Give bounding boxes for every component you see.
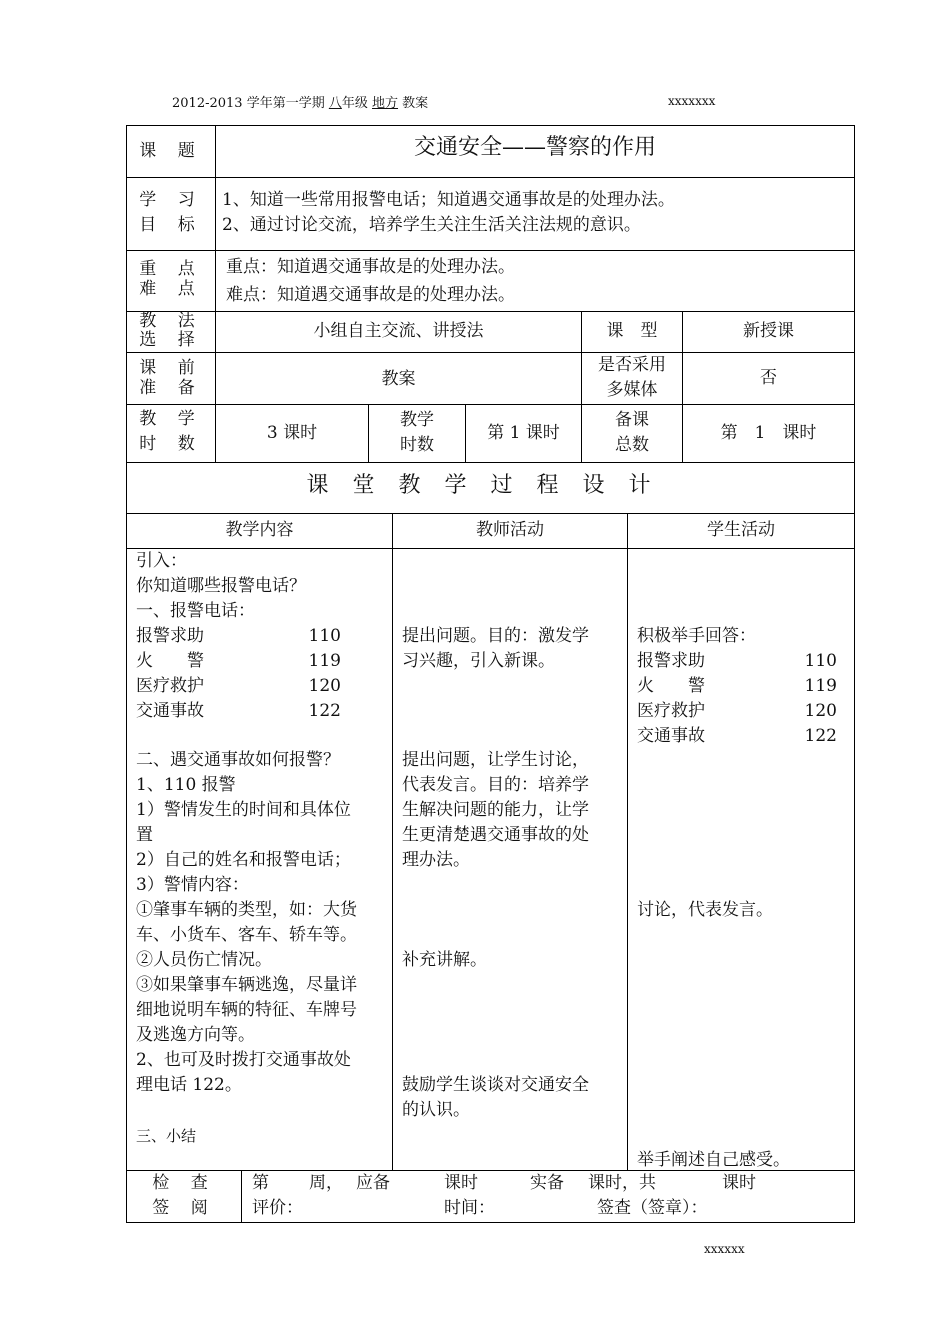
content-line: 一、报警电话：	[136, 601, 255, 621]
lesson-value: 第 1 课时	[487, 423, 560, 443]
prep-label-1: 课 前	[139, 358, 203, 378]
divider	[126, 250, 855, 251]
check-time: 时间：	[444, 1198, 495, 1218]
grade-suffix: 年级	[341, 96, 368, 111]
divider	[126, 513, 855, 514]
check-hours-1: 课时	[444, 1173, 478, 1193]
phone-row	[136, 649, 341, 674]
content-line: 二、遇交通事故如何报警？	[136, 750, 340, 770]
phone-number: 119	[804, 676, 837, 696]
grade: 八	[328, 96, 342, 111]
content-line: ②人员伤亡情况。	[136, 950, 272, 970]
type-value: 新授课	[743, 321, 794, 341]
divider	[392, 513, 393, 1170]
phone-name: 交通事故	[637, 726, 705, 746]
divider	[126, 404, 855, 405]
total-value: 第 1 课时	[720, 423, 817, 443]
page-header	[172, 92, 428, 111]
hours-label-1: 教 学	[139, 409, 203, 429]
difficult-point: 难点：知道遇交通事故是的处理办法。	[226, 285, 515, 305]
teacher-line: 理办法。	[402, 850, 470, 870]
content-line: 你知道哪些报警电话？	[136, 576, 306, 596]
phone-number: 120	[308, 676, 341, 696]
teacher-line: 提出问题。目的：激发学	[402, 626, 589, 646]
check-hours-3: 课时	[722, 1173, 756, 1193]
check-actual: 实备	[530, 1173, 564, 1193]
phone-number: 119	[308, 651, 341, 671]
key-point: 重点：知道遇交通事故是的处理办法。	[226, 257, 515, 277]
subject: 地方	[372, 96, 399, 111]
check-sign: 签查（签章）：	[597, 1198, 708, 1218]
student-line: 积极举手回答：	[637, 626, 756, 646]
content-line: 车、小货车、客车、轿车等。	[136, 925, 357, 945]
term: 2012-2013 学年第一学期	[172, 96, 325, 111]
content-line: 引入：	[136, 551, 187, 571]
student-line: 讨论，代表发言。	[637, 900, 773, 920]
divider	[126, 177, 855, 178]
divider	[215, 125, 216, 462]
phone-name: 报警求助	[136, 626, 204, 646]
divider	[126, 311, 855, 312]
method-label-1: 教 法	[139, 311, 203, 331]
col-header-content: 教学内容	[225, 520, 294, 540]
content-line: 2、也可及时拨打交通事故处	[136, 1050, 351, 1070]
check-label-2: 签 阅	[152, 1198, 216, 1218]
hours-value: 3 课时	[266, 423, 318, 443]
content-line: 1、110 报警	[136, 775, 236, 795]
goals-label-1: 学 习	[139, 190, 203, 210]
goal-2: 2、通过讨论交流，培养学生关注生活关注法规的意识。	[222, 215, 641, 235]
media-label-2: 多媒体	[606, 380, 658, 400]
phone-number: 122	[308, 701, 341, 721]
phone-number: 110	[308, 626, 341, 646]
content-line: ③如果肇事车辆逃逸，尽量详	[136, 975, 357, 995]
teacher-line: 提出问题，让学生讨论，	[402, 750, 589, 770]
total-label-2: 总数	[615, 435, 649, 455]
content-line: 三、小结	[136, 1127, 197, 1145]
header-right: xxxxxxx	[668, 94, 716, 108]
check-comment: 评价：	[252, 1198, 303, 1218]
check-label-1: 检 查	[152, 1173, 216, 1193]
prep-value: 教案	[381, 369, 416, 389]
check-week: 第	[252, 1173, 269, 1193]
phone-row	[136, 699, 341, 724]
phone-name: 交通事故	[136, 701, 204, 721]
prep-label-2: 准 备	[139, 378, 203, 398]
phone-number: 122	[804, 726, 837, 746]
phone-name: 医疗救护	[136, 676, 204, 696]
total-label-1: 备课	[615, 410, 649, 430]
teacher-line: 生更清楚遇交通事故的处	[402, 825, 589, 845]
phone-row	[136, 674, 341, 699]
design-title: 课堂教学过程设计	[306, 473, 675, 498]
student-line: 举手阐述自己感受。	[637, 1150, 790, 1170]
teacher-line: 习兴趣，引入新课。	[402, 651, 555, 671]
teacher-line: 补充讲解。	[402, 950, 487, 970]
teacher-line: 的认识。	[402, 1100, 470, 1120]
divider	[126, 548, 855, 549]
teacher-line: 生解决问题的能力，让学	[402, 800, 589, 820]
method-label-2: 选 择	[139, 330, 203, 350]
content-line: 1）警情发生的时间和具体位	[136, 800, 351, 820]
content-line: 细地说明车辆的特征、车牌号	[136, 1000, 357, 1020]
phone-row	[637, 649, 837, 674]
divider	[126, 352, 855, 353]
lesson-label-2: 时数	[400, 435, 434, 455]
content-line: ①肇事车辆的类型，如：大货	[136, 900, 357, 920]
doc-type: 教案	[402, 96, 429, 111]
teacher-line: 鼓励学生谈谈对交通安全	[402, 1075, 589, 1095]
goals-label-2: 目 标	[139, 215, 203, 235]
phone-name: 报警求助	[637, 651, 705, 671]
media-label-1: 是否采用	[598, 355, 666, 375]
col-header-teacher: 教师活动	[476, 520, 544, 540]
keys-label-1: 重 点	[139, 259, 203, 279]
phone-row	[637, 699, 837, 724]
check-week-2: 周，	[309, 1173, 343, 1193]
phone-name: 医疗救护	[637, 701, 705, 721]
phone-name: 火 警	[637, 676, 705, 696]
check-should: 应备	[356, 1173, 390, 1193]
divider	[627, 513, 628, 1170]
content-line: 3）警情内容：	[136, 875, 249, 895]
hours-label-2: 时 数	[139, 434, 203, 454]
method-value: 小组自主交流、讲授法	[313, 321, 484, 341]
phone-name: 火 警	[136, 651, 204, 671]
phone-row	[637, 724, 837, 749]
page-footer: xxxxxx	[704, 1242, 745, 1256]
lesson-label-1: 教学	[400, 410, 434, 430]
content-line: 及逃逸方向等。	[136, 1025, 255, 1045]
phone-number: 110	[804, 651, 837, 671]
topic-label: 课 题	[139, 141, 203, 161]
content-line: 2）自己的姓名和报警电话；	[136, 850, 351, 870]
content-line: 置	[136, 825, 153, 845]
content-line: 理电话 122。	[136, 1075, 242, 1095]
phone-number: 120	[804, 701, 837, 721]
goal-1: 1、知道一些常用报警电话；知道遇交通事故是的处理办法。	[222, 190, 675, 210]
col-header-student: 学生活动	[707, 520, 775, 540]
media-value: 否	[760, 368, 777, 388]
type-label: 课 型	[606, 321, 658, 341]
keys-label-2: 难 点	[139, 279, 203, 299]
phone-row	[637, 674, 837, 699]
phone-row	[136, 624, 341, 649]
lesson-title: 交通安全——警察的作用	[413, 135, 656, 160]
check-hours-2: 课时，共	[588, 1173, 656, 1193]
teacher-line: 代表发言。目的：培养学	[402, 775, 589, 795]
divider	[241, 1170, 242, 1223]
divider	[126, 462, 855, 463]
